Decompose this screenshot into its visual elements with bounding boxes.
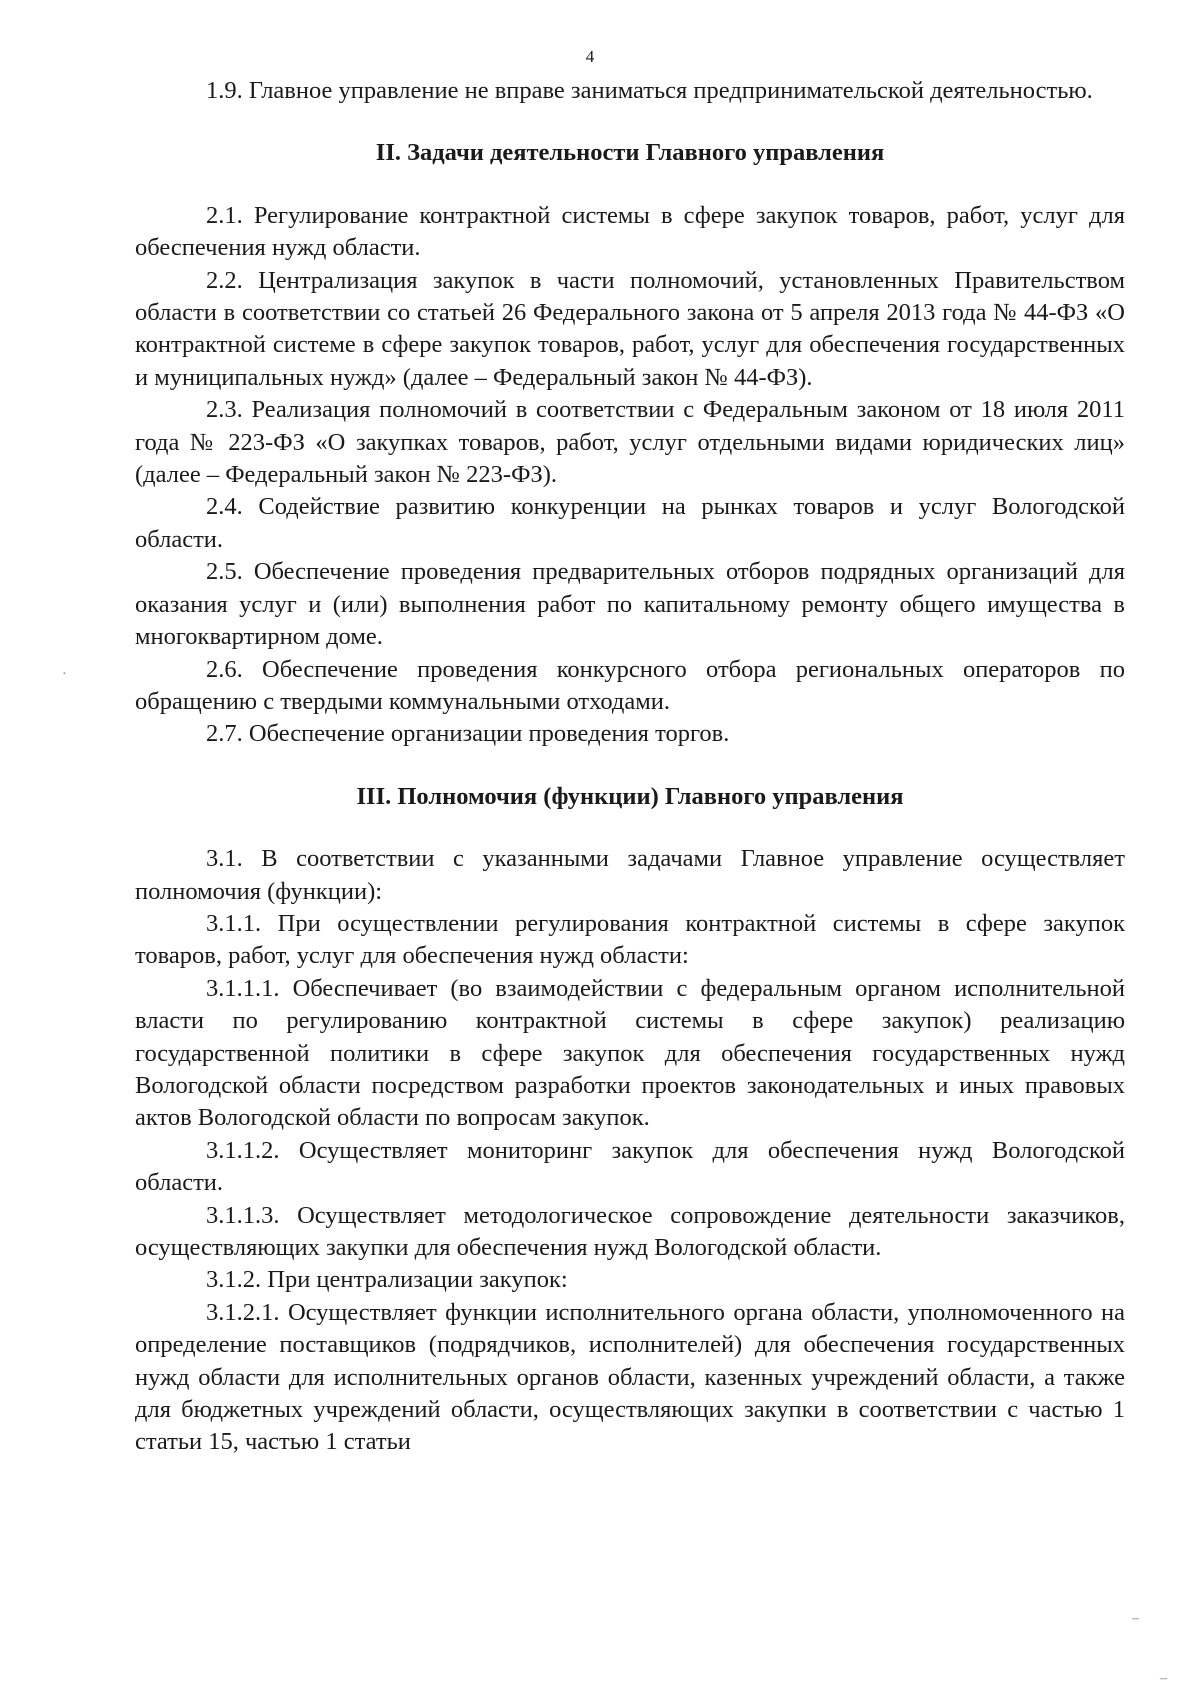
section-3-heading: III. Полномочия (функции) Главного управления <box>356 782 904 810</box>
paragraph-1-9: 1.9. Главное управление не вправе заниматься предпринимательской деятельностью. <box>206 77 1093 104</box>
scan-artifact-mark: · <box>62 667 67 682</box>
scan-artifact-dash: – <box>1132 1611 1139 1626</box>
paragraph-2-5: 2.5. Обеспечение проведения предварительных отборов подрядных организаций для оказания услуг и (или) выполнения работ по капитальному ремонту общего имущества в многоквартирном доме. <box>135 558 1125 651</box>
paragraph-2-1: 2.1. Регулирование контрактной системы в сфере закупок товаров, работ, услуг для обеспечения нужд области. <box>135 201 1125 262</box>
paragraph-3-1-1-2: 3.1.1.2. Осуществляет мониторинг закупок для обеспечения нужд Вологодской области. <box>135 1136 1125 1197</box>
paragraph-3-1-2: 3.1.2. При централизации закупок: <box>206 1266 568 1294</box>
page-number: 4 <box>585 47 595 66</box>
section-2-heading: II. Задачи деятельности Главного управления <box>375 139 885 167</box>
paragraph-3-1-1-3: 3.1.1.3. Осуществляет методологическое сопровождение деятельности заказчиков, осуществляющих закупки для обеспечения нужд Вологодской области. <box>135 1201 1125 1261</box>
document-body <box>135 75 1125 1459</box>
scan-artifact-dash-2: – <box>1160 1671 1167 1686</box>
paragraph-3-1-1-1: 3.1.1.1. Обеспечивает (во взаимодействии с федеральным органом исполнительной власти по регулированию контрактной системы в сфере закупок) реализацию государственной политики в сфере закупок для обеспечения государственных нужд Вологодской области посредством разработки проектов законодательных и иных правовых актов Вологодской области по вопросам закупок. <box>135 974 1125 1132</box>
paragraph-2-4: 2.4. Содействие развитию конкуренции на рынках товаров и услуг Вологодской области. <box>135 493 1125 553</box>
paragraph-3-1: 3.1. В соответствии с указанными задачами Главное управление осуществляет полномочия (функции): <box>135 845 1125 905</box>
paragraph-2-6: 2.6. Обеспечение проведения конкурсного отбора региональных операторов по обращению с твердыми коммунальными отходами. <box>135 655 1125 715</box>
paragraph-2-7: 2.7. Обеспечение организации проведения торгов. <box>206 720 730 748</box>
paragraph-3-1-1: 3.1.1. При осуществлении регулирования контрактной системы в сфере закупок товаров, работ, услуг для обеспечения нужд области: <box>135 909 1125 970</box>
paragraph-3-1-2-1: 3.1.2.1. Осуществляет функции исполнительного органа области, уполномоченного на определение поставщиков (подрядчиков, исполнителей) для обеспечения государственных нужд области для исполнительных органов области, казенных учреждений области, а также для бюджетных учреждений области, осуществляющих закупки в соответствии с частью 1 статьи 15, частью 1 статьи <box>135 1298 1125 1456</box>
paragraph-2-3: 2.3. Реализация полномочий в соответствии с Федеральным законом от 18 июля 2011 года № 223-ФЗ «О закупках товаров, работ, услуг отдельными видами юридических лиц» (далее – Федеральный закон № 223-ФЗ). <box>135 396 1125 489</box>
paragraph-2-2: 2.2. Централизация закупок в части полномочий, установленных Правительством области в соответствии со статьей 26 Федерального закона от 5 апреля 2013 года № 44-ФЗ «О контрактной системе в сфере закупок товаров, работ, услуг для обеспечения государственных и муниципальных нужд» (далее – Федеральный закон № 44-ФЗ). <box>135 266 1125 391</box>
